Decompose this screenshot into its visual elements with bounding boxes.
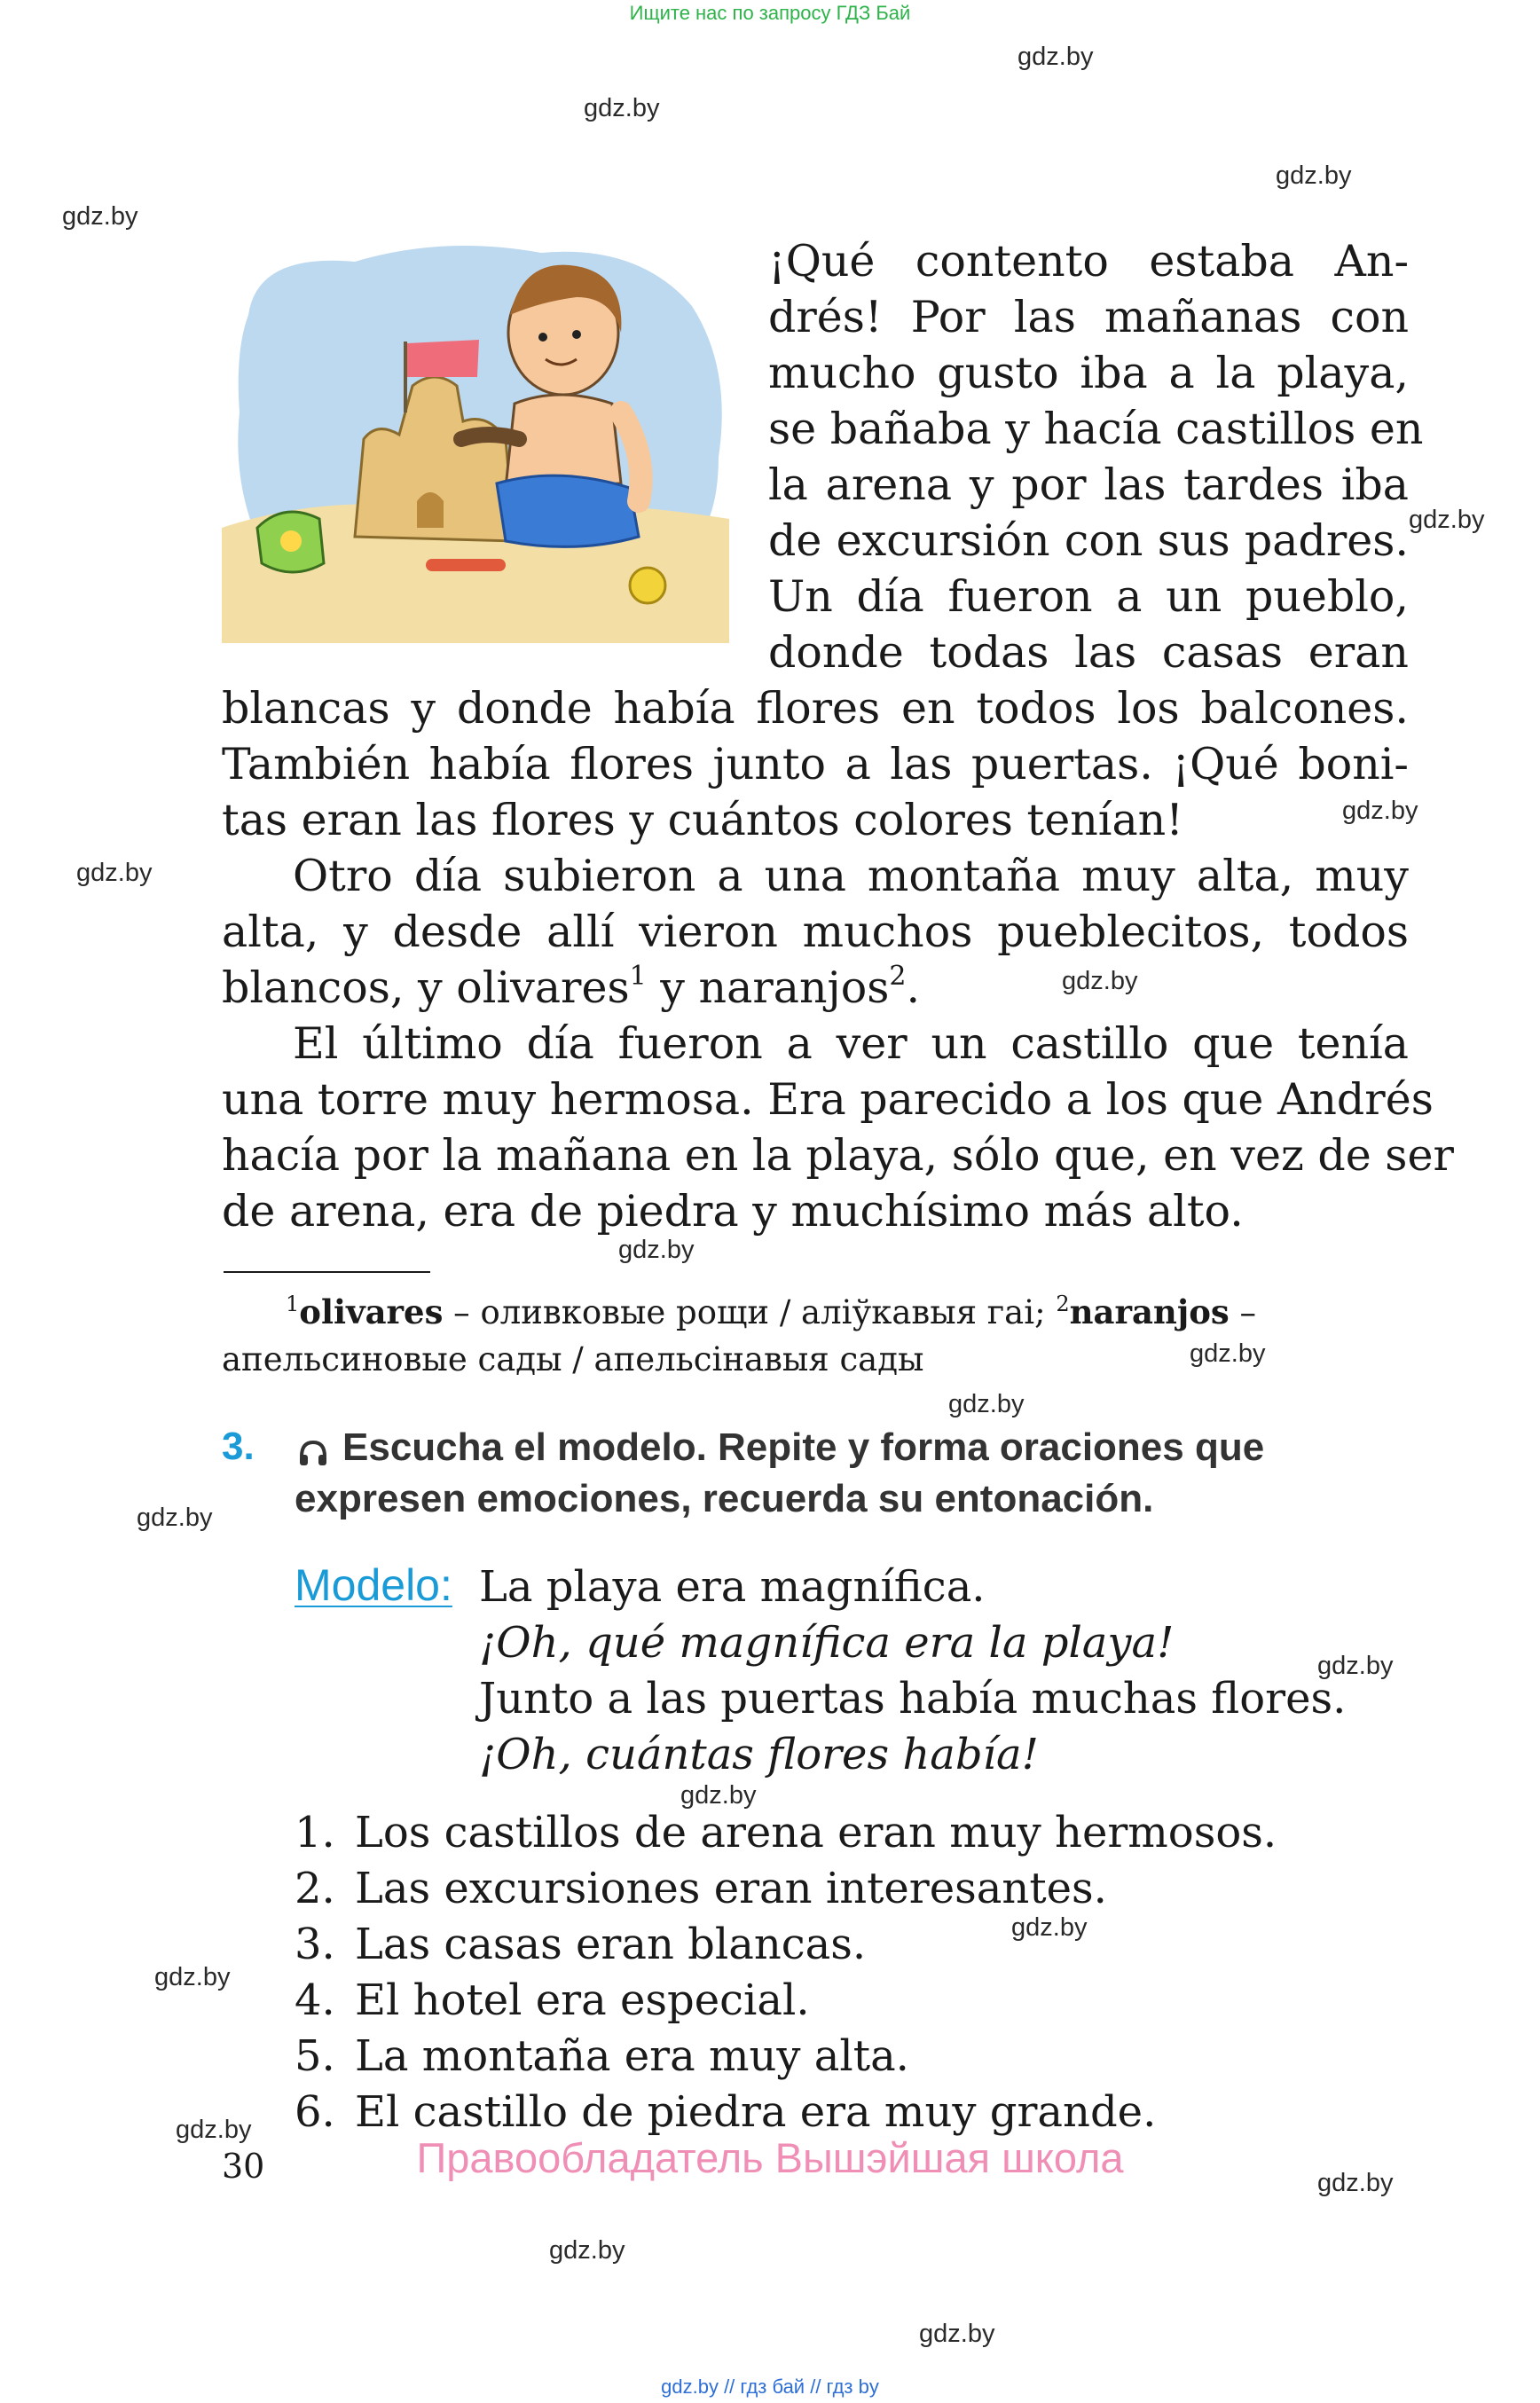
story-line: También había flores junto a las puertas. ¡Qué boni-	[222, 739, 1409, 789]
exercise-number: 3.	[222, 1425, 255, 1468]
exercise-item: 2. Las excursiones eran interesantes.	[295, 1864, 1107, 1913]
exercise-instruction: Escucha el modelo. Repite y forma oraciones que	[342, 1425, 1265, 1469]
exercise-instruction: expresen emociones, recuerda su entonación.	[295, 1477, 1154, 1520]
watermark: gdz.by	[1018, 43, 1094, 71]
modelo-line: ¡Oh, qué magnífica era la playa!	[479, 1618, 1175, 1668]
watermark: gdz.by	[680, 1781, 757, 1810]
shovel	[426, 559, 506, 571]
footer-links[interactable]: gdz.by // гдз бай // гдз by	[661, 2376, 879, 2398]
story-line: se bañaba y hacía castillos en	[768, 404, 1424, 454]
modelo-line: Junto a las puertas había muchas flores.	[479, 1674, 1347, 1724]
story-line: blancas y donde había flores en todos los balcones.	[222, 683, 1409, 734]
story-line: alta, y desde allí vieron muchos pueblecitos, todos	[222, 907, 1409, 957]
page-number: 30	[222, 2147, 265, 2186]
sandcastle-illustration	[222, 235, 729, 643]
watermark: gdz.by	[1317, 2169, 1394, 2197]
modelo-label: Modelo:	[295, 1560, 452, 1610]
footnote-divider	[224, 1271, 430, 1273]
watermark: gdz.by	[1342, 797, 1418, 825]
watermark: gdz.by	[154, 1963, 231, 1991]
watermark: gdz.by	[1409, 506, 1485, 534]
watermark: gdz.by	[1190, 1339, 1266, 1368]
watermark: gdz.by	[584, 94, 660, 122]
modelo-line: La playa era magnífica.	[479, 1562, 986, 1612]
watermark: gdz.by	[1276, 161, 1352, 190]
story-line: ¡Qué contento estaba An-	[768, 236, 1409, 287]
exercise-item: 6. El castillo de piedra era muy grande.	[295, 2087, 1157, 2137]
story-line: drés! Por las mañanas con	[768, 292, 1409, 342]
headphones-icon[interactable]	[298, 1439, 328, 1467]
watermark: gdz.by	[948, 1390, 1025, 1418]
story-line: Otro día subieron a una montaña muy alta, muy	[293, 851, 1409, 901]
exercise-item: 1. Los castillos de arena eran muy hermosos.	[295, 1808, 1277, 1857]
watermark: gdz.by	[62, 202, 138, 231]
exercise-item: 5. La montaña era muy alta.	[295, 2031, 909, 2081]
modelo-line: ¡Oh, cuántas flores había!	[479, 1730, 1039, 1779]
story-line-with-footnote-refs: blancos, y olivares$^1$ y naranjos$^2$.	[222, 961, 921, 1013]
boy-shorts	[497, 475, 639, 546]
story-line: la arena y por las tardes iba	[768, 459, 1409, 510]
ball	[630, 568, 665, 603]
footnote-line: апельсиновые сады / апельсінавыя сады	[222, 1340, 924, 1378]
watermark: gdz.by	[76, 859, 153, 887]
story-line: mucho gusto iba a la playa,	[768, 348, 1409, 398]
watermark: gdz.by	[1062, 967, 1138, 995]
story-line: donde todas las casas eran	[768, 627, 1409, 678]
footnote-ref: 1	[629, 961, 647, 992]
exercise-item: 4. El hotel era especial.	[295, 1975, 810, 2025]
story-line: de excursión con sus padres.	[768, 515, 1409, 566]
story-line: Un día fueron a un pueblo,	[768, 571, 1409, 622]
watermark: gdz.by	[176, 2116, 252, 2144]
watermark: gdz.by	[549, 2236, 625, 2265]
footnote-ref: 2	[889, 961, 907, 992]
flag-pole	[404, 342, 407, 412]
site-search-hint[interactable]: Ищите нас по запросу ГДЗ Бай	[629, 2, 911, 24]
footnote-line: $^1$olivares – оливковые рощи / аліўкавыя гаі; $^2$naranjos –	[286, 1292, 1256, 1331]
watermark: gdz.by	[618, 1236, 695, 1264]
watermark: gdz.by	[1011, 1913, 1088, 1942]
story-line: de arena, era de piedra y muchísimo más alto.	[222, 1186, 1244, 1237]
story-line: una torre muy hermosa. Era parecido a los que Andrés	[222, 1074, 1434, 1125]
copyright-notice: Правообладатель Вышэйшая школа	[416, 2134, 1124, 2181]
watermark: gdz.by	[919, 2320, 995, 2348]
watermark: gdz.by	[137, 1504, 213, 1532]
exercise-item: 3. Las casas eran blancas.	[295, 1920, 867, 1969]
watermark: gdz.by	[1317, 1652, 1394, 1680]
story-line: tas eran las flores y cuántos colores tenían!	[222, 795, 1183, 845]
story-line: El último día fueron a ver un castillo que tenía	[293, 1018, 1409, 1069]
flag	[407, 340, 479, 377]
story-line: hacía por la mañana en la playa, sólo que, en vez de ser	[222, 1130, 1454, 1181]
